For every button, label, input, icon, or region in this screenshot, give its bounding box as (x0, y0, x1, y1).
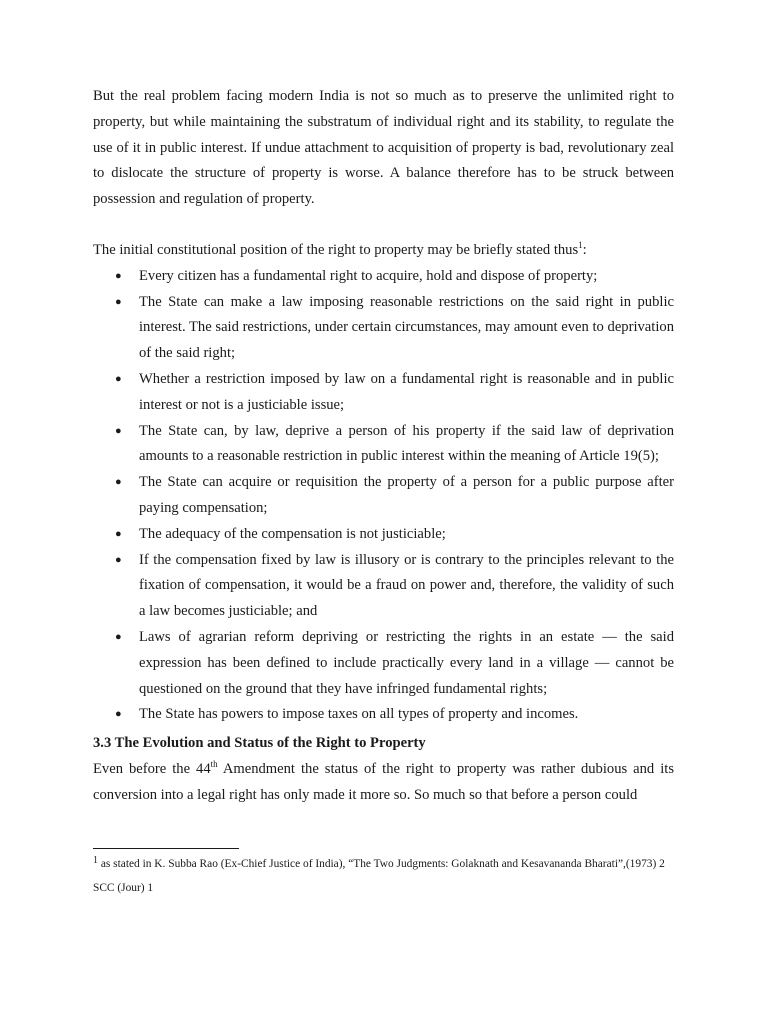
footnote (93, 853, 674, 900)
intro-tail: : (582, 241, 587, 258)
list-item (93, 522, 674, 548)
bullet-icon: ● (115, 553, 122, 566)
bullet-icon: ● (115, 476, 122, 489)
list-item-text: Every citizen has a fundamental right to acquire, hold and dispose of property; (139, 267, 598, 284)
intro-text: The initial constitutional position of the right to property may be briefly stated thus (93, 241, 579, 258)
list-item-text: The State can, by law, deprive a person of his property if the said law of deprivation amounts to a reasonable restriction in public interest within the meaning of Article 19(5); (139, 422, 674, 465)
list-item-text: Whether a restriction imposed by law on a fundamental right is reasonable and in public interest or not is a justiciable issue; (139, 370, 674, 413)
bullet-icon: ● (115, 630, 122, 643)
paragraph-evolution-rest: Amendment the status of the right to property was rather dubious and its conversion into a legal right has only made it more so. So much so that before a person could (93, 760, 674, 803)
list-item-text: The State can make a law imposing reasonable restrictions on the said right in public interest. The said restrictions, under certain circumstances, may amount even to deprivation of the said right; (139, 293, 674, 362)
bullet-icon: ● (115, 424, 122, 437)
footnote-separator (93, 848, 239, 849)
bullet-icon: ● (115, 372, 122, 385)
paragraph-balance-of-property: But the real problem facing modern India is not so much as to preserve the unlimited right to property, but while maintaining the substratum of individual right and its stability, to regulate the use of it in public interest. If undue attachment to acquisition of property is bad, revolutionary zeal to dislocate the structure of property is worse. A balance therefore has to be struck between possession and regulation of property. (93, 88, 674, 208)
list-item (93, 367, 674, 419)
footnote-ref[interactable]: 1 (578, 239, 583, 250)
bullet-icon: ● (115, 295, 122, 308)
list-item (93, 625, 674, 702)
list-item-text: If the compensation fixed by law is illusory or is contrary to the principles relevant to the fixation of compensation, it would be a fraud on power and, therefore, the validity of such a law becomes justiciable; and (139, 551, 674, 620)
paragraph-evolution-start: Even before the 44 (93, 760, 211, 777)
list-item (93, 264, 674, 290)
section-heading: 3.3 The Evolution and Status of the Right to Property (93, 735, 426, 752)
intro-paragraph (93, 238, 674, 264)
bullet-icon: ● (115, 708, 122, 721)
bullet-icon: ● (115, 269, 122, 282)
document-body (93, 84, 674, 809)
list-item-text: The State can acquire or requisition the property of a person for a public purpose after paying compensation; (139, 474, 674, 516)
list-item (93, 290, 674, 367)
list-item-text: Laws of agrarian reform depriving or restricting the rights in an estate — the said expression has been defined to include practically every land in a village — cannot be questioned on the ground that they have infringed fundamental rights; (139, 628, 674, 697)
footnote-text: as stated in K. Subba Rao (Ex-Chief Justice of India), “The Two Judgments: Golaknath and Kesavananda Bharati”,(1973) 2 SCC (Jour) 1 (93, 858, 665, 894)
list-item-text: The adequacy of the compensation is not justiciable; (139, 525, 446, 542)
footnote-number: 1 (93, 855, 98, 866)
list-item (93, 702, 674, 728)
bullet-icon: ● (115, 527, 122, 540)
list-item-text: The State has powers to impose taxes on all types of property and incomes. (139, 706, 579, 723)
list-item (93, 548, 674, 625)
paragraph-evolution (93, 757, 674, 809)
ordinal-superscript: th (210, 758, 218, 769)
list-item (93, 470, 674, 522)
list-item (93, 419, 674, 471)
constitutional-position-list (93, 264, 674, 728)
